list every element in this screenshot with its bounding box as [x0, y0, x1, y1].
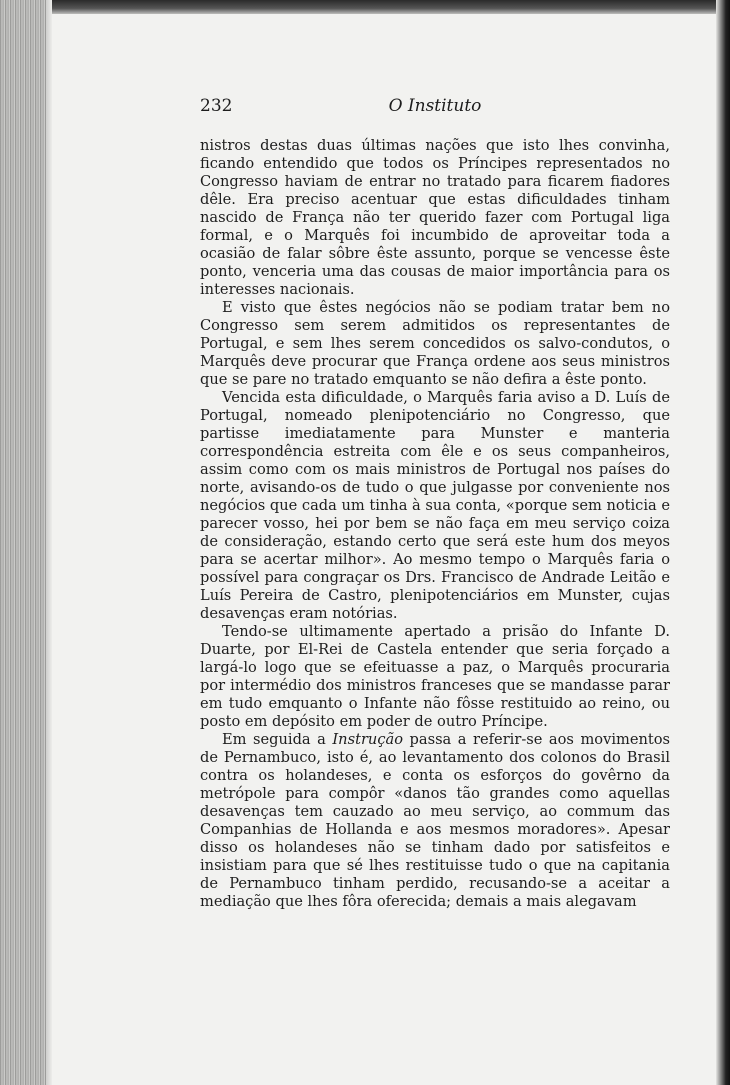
page-number: 232 — [200, 96, 233, 116]
paragraph: Tendo-se ultimamente apertado a prisão do Infante D. Duarte, por El-Rei de Castela entender que seria forçado a largá-lo logo que se efeituasse a paz, o Marquês procuraria por intermédio dos ministros franceses que se mandasse parar em tudo emquanto o Infante não fôsse restituido ao reino, ou posto em depósito em poder de outro Príncipe. — [200, 623, 670, 730]
running-title: O Instituto — [388, 96, 482, 116]
cited-title: Instrução — [332, 731, 403, 748]
body-text — [200, 137, 670, 911]
page-right-shadow — [716, 0, 730, 1085]
paragraph: E visto que êstes negócios não se podiam tratar bem no Congresso sem serem admitidos os representantes de Portugal, e sem lhes serem concedidos os salvo-condutos, o Marquês deve procurar que França ordene aos seus ministros que se pare no tratado emquanto se não defira a êste ponto. — [200, 299, 670, 388]
paragraph: Vencida esta dificuldade, o Marquês faria aviso a D. Luís de Portugal, nomeado plenipotenciário no Congresso, que partisse imediatamente para Munster e manteria correspondência estreita com êle e os seus companheiros, assim como com os mais ministros de Portugal nos países do norte, avisando-os de tudo o que julgasse por conveniente nos negócios que cada um tinha à sua conta, «porque sem noticia e parecer vosso, hei por bem se não faça em meu serviço coiza de consideração, estando certo que será este hum dos meyos para se acertar milhor». Ao mesmo tempo o Marquês faria o possível para congraçar os Drs. Francisco de Andrade Leitão e Luís Pereira de Castro, plenipotenciários em Munster, cujas desavenças eram notórias. — [200, 389, 670, 622]
book-page — [200, 96, 670, 911]
running-head — [200, 96, 670, 118]
paragraph-lead: Em seguida a — [222, 731, 333, 748]
paragraph-last — [200, 731, 670, 911]
book-page-edges — [0, 0, 52, 1085]
page-top-edge — [0, 0, 730, 14]
paragraph: nistros destas duas últimas nações que isto lhes convinha, ficando entendido que todos os Príncipes representados no Congresso haviam de entrar no tratado para ficarem fiadores dêle. Era preciso acentuar que estas dificuldades tinham nascido de França não ter querido fazer com Portugal liga formal, e o Marquês foi incumbido de aproveitar toda a ocasião de falar sôbre êste assunto, porque se vencesse êste ponto, venceria uma das cousas de maior importância para os interesses nacionais. — [200, 137, 670, 298]
paragraph-rest: passa a referir-se aos movimentos de Pernambuco, isto é, ao levantamento dos colonos do Brasil contra os holandeses, e conta os esforços do govêrno da metrópole para compôr «danos tão grandes como aquellas desavenças tem cauzado ao meu serviço, ao commum das Companhias de Hollanda e aos mesmos moradores». Apesar disso os holandeses não se tinham dado por satisfeitos e insistiam para que sé lhes restituisse tudo o que na capitania de Pernambuco tinham perdido, recusando-se a aceitar a mediação que lhes fôra oferecida; demais a mais alegavam — [200, 731, 670, 910]
